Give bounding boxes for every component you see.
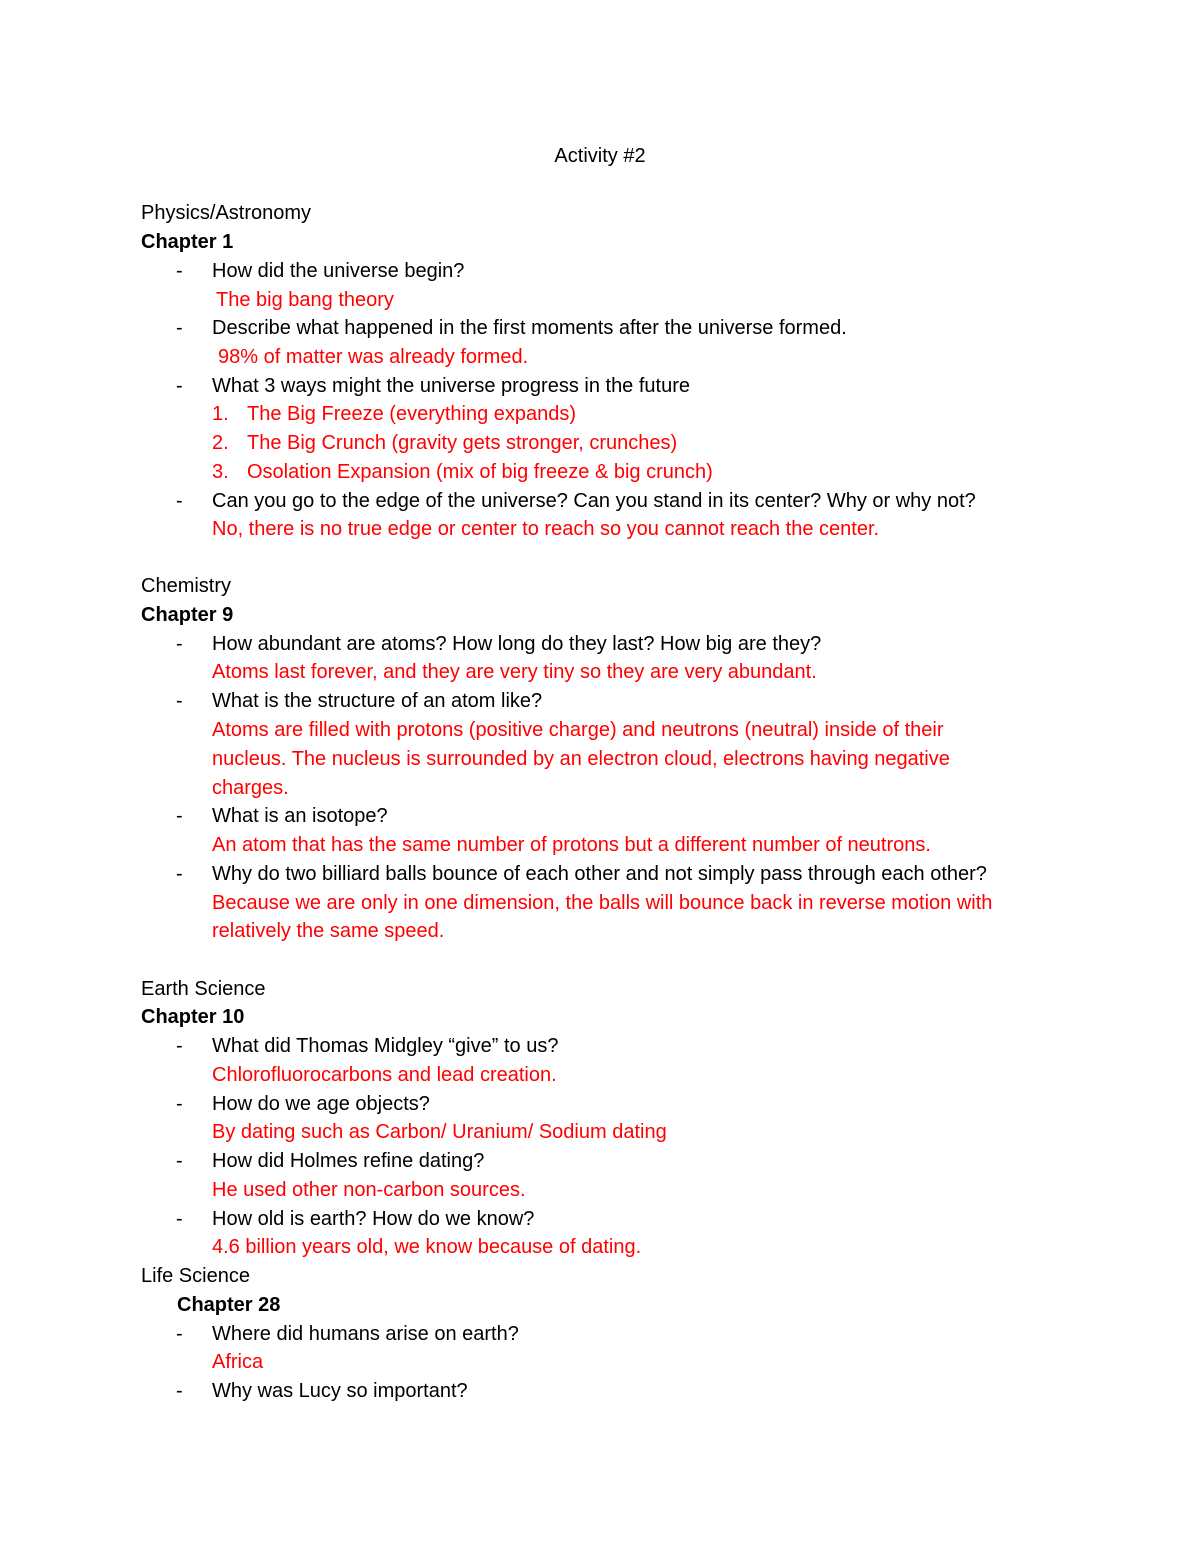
question: Can you go to the edge of the universe? Can you stand in its center? Why or why not? bbox=[212, 490, 976, 512]
subject-heading: Earth Science bbox=[141, 978, 266, 1000]
question: Why was Lucy so important? bbox=[212, 1380, 468, 1402]
question: What did Thomas Midgley “give” to us? bbox=[212, 1035, 559, 1057]
question: Why do two billiard balls bounce of each other and not simply pass through each other? bbox=[212, 863, 987, 885]
bullet-dash: - bbox=[176, 805, 183, 827]
subject-heading: Life Science bbox=[141, 1265, 250, 1287]
chapter-heading: Chapter 9 bbox=[141, 604, 234, 626]
bullet-dash: - bbox=[176, 1208, 183, 1230]
question: How old is earth? How do we know? bbox=[212, 1208, 535, 1230]
list-number: 3. bbox=[212, 461, 229, 483]
answer: Atoms last forever, and they are very tiny so they are very abundant. bbox=[212, 661, 817, 683]
list-number: 1. bbox=[212, 403, 229, 425]
question: Describe what happened in the first moments after the universe formed. bbox=[212, 317, 847, 339]
question: Where did humans arise on earth? bbox=[212, 1323, 519, 1345]
answer-line: Because we are only in one dimension, the balls will bounce back in reverse motion with bbox=[212, 892, 993, 914]
answer-line: charges. bbox=[212, 777, 289, 799]
answer: Chlorofluorocarbons and lead creation. bbox=[212, 1064, 557, 1086]
answer: By dating such as Carbon/ Uranium/ Sodium dating bbox=[212, 1121, 667, 1143]
bullet-dash: - bbox=[176, 1323, 183, 1345]
bullet-dash: - bbox=[176, 490, 183, 512]
question: What 3 ways might the universe progress in the future bbox=[212, 375, 691, 397]
answer: The big bang theory bbox=[216, 289, 394, 311]
answer: 98% of matter was already formed. bbox=[218, 346, 529, 368]
bullet-dash: - bbox=[176, 863, 183, 885]
bullet-dash: - bbox=[176, 1150, 183, 1172]
answer-list-item: Osolation Expansion (mix of big freeze & big crunch) bbox=[247, 461, 713, 483]
chapter-heading: Chapter 1 bbox=[141, 231, 234, 253]
question: How abundant are atoms? How long do they last? How big are they? bbox=[212, 633, 822, 655]
answer: 4.6 billion years old, we know because of dating. bbox=[212, 1236, 642, 1258]
bullet-dash: - bbox=[176, 260, 183, 282]
question: How did Holmes refine dating? bbox=[212, 1150, 485, 1172]
list-number: 2. bbox=[212, 432, 229, 454]
answer: He used other non-carbon sources. bbox=[212, 1179, 526, 1201]
subject-heading: Chemistry bbox=[141, 575, 232, 597]
answer-list-item: The Big Freeze (everything expands) bbox=[247, 403, 577, 425]
page-title: Activity #2 bbox=[554, 145, 646, 167]
bullet-dash: - bbox=[176, 1035, 183, 1057]
bullet-dash: - bbox=[176, 317, 183, 339]
bullet-dash: - bbox=[176, 1380, 183, 1402]
bullet-dash: - bbox=[176, 633, 183, 655]
answer: Africa bbox=[212, 1351, 264, 1373]
question: What is the structure of an atom like? bbox=[212, 690, 543, 712]
subject-heading: Physics/Astronomy bbox=[141, 202, 312, 224]
answer-list-item: The Big Crunch (gravity gets stronger, crunches) bbox=[247, 432, 678, 454]
answer-line: Atoms are filled with protons (positive charge) and neutrons (neutral) inside of their bbox=[212, 719, 944, 741]
question: What is an isotope? bbox=[212, 805, 388, 827]
question: How did the universe begin? bbox=[212, 260, 465, 282]
answer-line: relatively the same speed. bbox=[212, 920, 445, 942]
answer-line: nucleus. The nucleus is surrounded by an electron cloud, electrons having negative bbox=[212, 748, 950, 770]
answer: No, there is no true edge or center to reach so you cannot reach the center. bbox=[212, 518, 880, 540]
chapter-heading: Chapter 28 bbox=[177, 1294, 281, 1316]
bullet-dash: - bbox=[176, 375, 183, 397]
bullet-dash: - bbox=[176, 690, 183, 712]
chapter-heading: Chapter 10 bbox=[141, 1006, 245, 1028]
bullet-dash: - bbox=[176, 1093, 183, 1115]
question: How do we age objects? bbox=[212, 1093, 430, 1115]
answer: An atom that has the same number of protons but a different number of neutrons. bbox=[212, 834, 931, 856]
